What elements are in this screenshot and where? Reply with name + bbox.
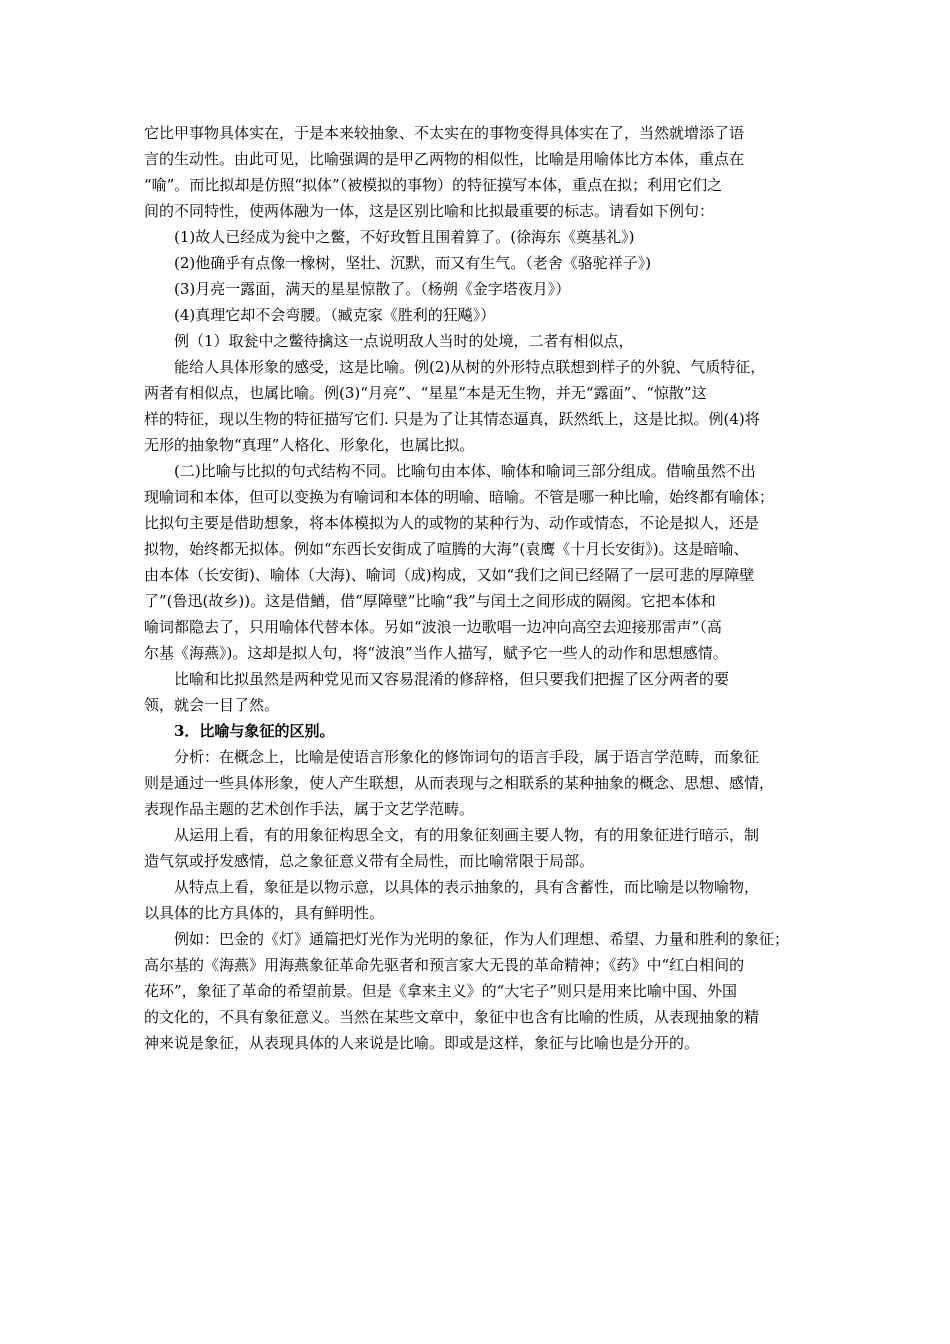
example-line: (4)真理它却不会弯腰。（臧克家《胜利的狂飚》） <box>174 306 496 324</box>
document-body <box>144 120 812 1056</box>
example-line: (2)他确乎有点像一橡树，坚壮、沉默，而又有生气。（老舍《骆驼祥子》) <box>174 254 652 272</box>
text-line: 无形的抽象物“真理”人格化、形象化，也属比拟。 <box>144 436 475 454</box>
section-heading: 3．比喻与象征的区别。 <box>174 722 335 740</box>
text-line: 造气氛或抒发感情，总之象征意义带有全局性，而比喻常限于局部。 <box>144 852 595 870</box>
text-line: 样的特征，现以生物的特征描写它们. 只是为了让其情态逼真，跃然纸上，这是比拟。例(4)将 <box>144 410 760 428</box>
text-line: 能给人具体形象的感受，这是比喻。例(2)从树的外形特点联想到样子的外貌、气质特征， <box>174 358 766 376</box>
text-line: 例（1）取瓮中之鳖待擒这一点说明敌人当时的处境，二者有相似点， <box>174 332 634 350</box>
text-line: 表现作品主题的艺术创作手法，属于文艺学范畴。 <box>144 800 475 818</box>
text-line: 尔基《海燕》)。这却是拟人句，将“波浪”当作人描写，赋予它一些人的动作和思想感情。 <box>144 644 728 662</box>
text-line: 两者有相似点，也属比喻。例(3)“月亮”、“星星”本是无生物，并无“露面”、“惊散”这 <box>144 384 707 402</box>
text-line: 以具体的比方具体的，具有鲜明性。 <box>144 904 385 922</box>
text-line: 神来说是象征，从表现具体的人来说是比喻。即或是这样，象征与比喻也是分开的。 <box>144 1034 700 1052</box>
text-line: 领，就会一目了然。 <box>144 696 280 714</box>
text-line: 比拟句主要是借助想象，将本体模拟为人的或物的某种行为、动作或情态，不论是拟人，还是 <box>144 514 760 532</box>
text-line: (二)比喻与比拟的句式结构不同。比喻句由本体、喻体和喻词三部分组成。借喻虽然不出 <box>174 462 756 480</box>
text-line: 它比甲事物具体实在，于是本来较抽象、不太实在的事物变得具体实在了，当然就增添了语 <box>144 124 745 142</box>
text-line: 现喻词和本体，但可以变换为有喻词和本体的明喻、暗喻。不管是哪一种比喻，始终都有喻体； <box>144 488 775 506</box>
text-line: “喻”。而比拟却是仿照“拟体”（被模拟的事物）的特征摸写本体，重点在拟；利用它们之 <box>144 176 723 194</box>
text-line: 例如：巴金的《灯》通篇把灯光作为光明的象征，作为人们理想、希望、力量和胜利的象征； <box>174 930 790 948</box>
text-line: 言的生动性。由此可见，比喻强调的是甲乙两物的相似性，比喻是用喻体比方本体，重点在 <box>144 150 745 168</box>
text-line: 间的不同特性，使两体融为一体，这是区别比喻和比拟最重要的标志。请看如下例句： <box>144 202 715 220</box>
text-line: 高尔基的《海燕》用海燕象征革命先驱者和预言家大无畏的革命精神；《药》中“红白相间的 <box>144 956 745 974</box>
text-line: 分析：在概念上，比喻是使语言形象化的修饰词句的语言手段，属于语言学范畴，而象征 <box>174 748 760 766</box>
text-line: 了”(鲁迅(故乡))。这是借鰌，借“厚障壁”比喻“我”与闰土之间形成的隔阂。它把本体和 <box>144 592 716 610</box>
text-line: 比喻和比拟虽然是两种党见而又容易混淆的修辞格，但只要我们把握了区分两者的要 <box>174 670 730 688</box>
text-line: 从特点上看，象征是以物示意，以具体的表示抽象的，具有含蓄性，而比喻是以物喻物， <box>174 878 760 896</box>
text-line: 花环”，象征了革命的希望前景。但是《拿来主义》的“大宅子”则只是用来比喻中国、外国 <box>144 982 738 1000</box>
text-line: 则是通过一些具体形象，使人产生联想，从而表现与之相联系的某种抽象的概念、思想、感情， <box>144 774 775 792</box>
example-line: (1)故人已经成为瓮中之鳖，不好玫暂且围着算了。(徐海东《奠基礼》) <box>174 228 635 246</box>
text-line: 的文化的，不具有象征意义。当然在某些文章中，象征中也含有比喻的性质，从表现抽象的精 <box>144 1008 760 1026</box>
text-line: 从运用上看，有的用象征构思全文，有的用象征刻画主要人物，有的用象征进行暗示，制 <box>174 826 760 844</box>
text-line: 由本体（长安街)、喻体（大海)、喻词（成)构成，又如“我们之间已经隔了一层可悲的厚障壁 <box>144 566 755 584</box>
text-line: 拟物，始终都无拟体。例如“东西长安街成了喧腾的大海”(袁鹰《十月长安街》)。这是暗喻、 <box>144 540 749 558</box>
example-line: (3)月亮一露面，满天的星星惊散了。（杨朔《金字塔夜月》） <box>174 280 571 298</box>
text-line: 喻词都隐去了，只用喻体代替本体。另如“波浪一边歌唱一边冲向高空去迎接那雷声”（高 <box>144 618 722 636</box>
